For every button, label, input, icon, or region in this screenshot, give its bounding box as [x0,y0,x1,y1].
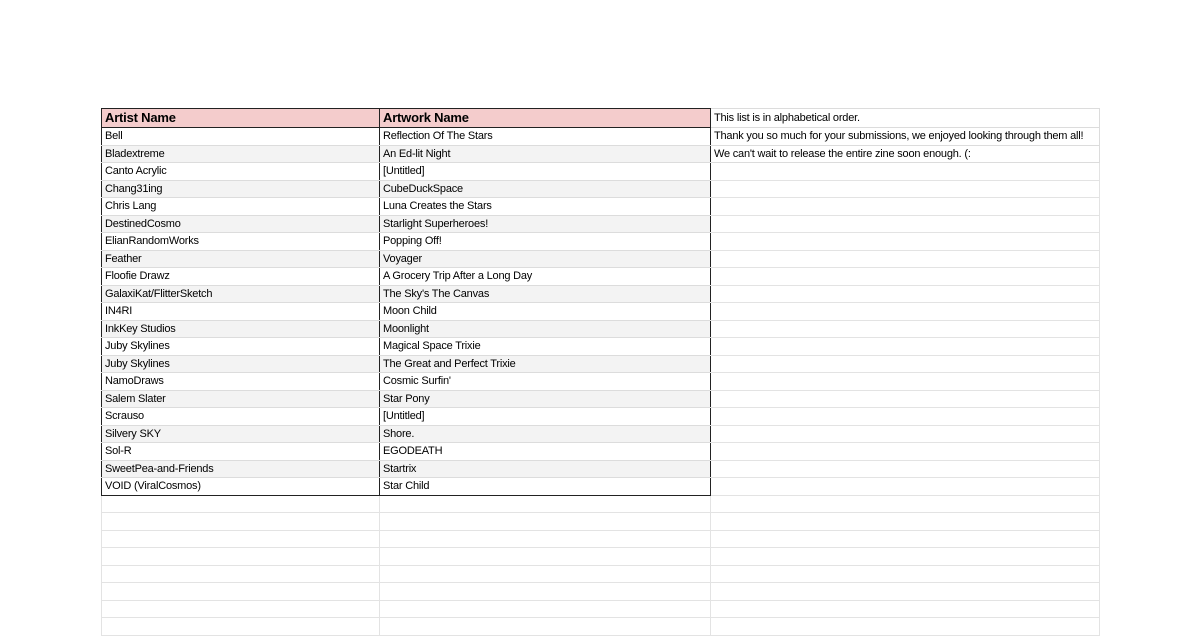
header-artist-name[interactable]: Artist Name [102,109,380,128]
empty-cell[interactable] [102,513,380,531]
artwork-name-cell[interactable]: [Untitled] [380,408,711,426]
empty-cell[interactable] [711,355,1100,373]
artwork-name-cell[interactable]: CubeDuckSpace [380,180,711,198]
empty-cell[interactable] [380,600,711,618]
artist-name-cell[interactable]: Chris Lang [102,198,380,216]
empty-cell[interactable] [102,618,380,636]
artwork-name-cell[interactable]: Magical Space Trixie [380,338,711,356]
empty-cell[interactable] [102,600,380,618]
empty-cell[interactable] [711,233,1100,251]
artist-name-cell[interactable]: InkKey Studios [102,320,380,338]
empty-row [102,565,1100,583]
table-row [102,443,1100,461]
artist-name-cell[interactable]: NamoDraws [102,373,380,391]
empty-cell[interactable] [380,565,711,583]
empty-cell[interactable] [380,548,711,566]
empty-cell[interactable] [380,495,711,513]
note-cell[interactable]: This list is in alphabetical order. [711,109,1100,128]
table-row [102,250,1100,268]
artwork-name-cell[interactable]: Reflection Of The Stars [380,128,711,146]
table-row [102,198,1100,216]
note-cell[interactable]: We can't wait to release the entire zine soon enough. (: [711,145,1100,163]
empty-row [102,600,1100,618]
empty-cell[interactable] [380,618,711,636]
table-row [102,425,1100,443]
artwork-name-cell[interactable]: Luna Creates the Stars [380,198,711,216]
artwork-name-cell[interactable]: Moonlight [380,320,711,338]
empty-cell[interactable] [711,180,1100,198]
artist-name-cell[interactable]: SweetPea-and-Friends [102,460,380,478]
artwork-name-cell[interactable]: Starlight Superheroes! [380,215,711,233]
table-row [102,478,1100,496]
table-row [102,320,1100,338]
table-row [102,408,1100,426]
empty-cell[interactable] [711,250,1100,268]
artist-name-cell[interactable]: VOID (ViralCosmos) [102,478,380,496]
artwork-name-cell[interactable]: Star Child [380,478,711,496]
empty-cell[interactable] [711,198,1100,216]
spreadsheet-body [102,109,1100,636]
artwork-name-cell[interactable]: The Sky's The Canvas [380,285,711,303]
artwork-name-cell[interactable]: Cosmic Surfin' [380,373,711,391]
artwork-name-cell[interactable]: A Grocery Trip After a Long Day [380,268,711,286]
table-row [102,338,1100,356]
empty-cell[interactable] [711,390,1100,408]
artwork-name-cell[interactable]: EGODEATH [380,443,711,461]
empty-cell[interactable] [711,513,1100,531]
artist-name-cell[interactable]: GalaxiKat/FlitterSketch [102,285,380,303]
empty-cell[interactable] [711,425,1100,443]
empty-cell[interactable] [711,443,1100,461]
empty-cell[interactable] [711,618,1100,636]
table-row [102,268,1100,286]
artwork-name-cell[interactable]: The Great and Perfect Trixie [380,355,711,373]
empty-cell[interactable] [102,565,380,583]
note-cell[interactable]: Thank you so much for your submissions, we enjoyed looking through them all! [711,128,1100,146]
header-artwork-name[interactable]: Artwork Name [380,109,711,128]
artist-name-cell[interactable]: Bladextreme [102,145,380,163]
table-row [102,145,1100,163]
table-row [102,390,1100,408]
empty-cell[interactable] [102,495,380,513]
empty-cell[interactable] [711,215,1100,233]
empty-row [102,513,1100,531]
empty-row [102,495,1100,513]
empty-cell[interactable] [711,338,1100,356]
table-row [102,163,1100,181]
empty-cell[interactable] [711,373,1100,391]
artist-name-cell[interactable]: Chang31ing [102,180,380,198]
empty-cell[interactable] [711,600,1100,618]
artist-name-cell[interactable]: Bell [102,128,380,146]
empty-cell[interactable] [711,495,1100,513]
artwork-name-cell[interactable]: Startrix [380,460,711,478]
artist-name-cell[interactable]: Sol-R [102,443,380,461]
table-row [102,233,1100,251]
artwork-name-cell[interactable]: Popping Off! [380,233,711,251]
artwork-name-cell[interactable]: Shore. [380,425,711,443]
empty-cell[interactable] [102,548,380,566]
table-row [102,180,1100,198]
artist-name-cell[interactable]: ElianRandomWorks [102,233,380,251]
artist-name-cell[interactable]: Feather [102,250,380,268]
artwork-name-cell[interactable]: Star Pony [380,390,711,408]
empty-cell[interactable] [711,460,1100,478]
table-row [102,128,1100,146]
empty-row [102,618,1100,636]
table-row [102,355,1100,373]
artwork-name-cell[interactable]: Voyager [380,250,711,268]
empty-cell[interactable] [102,583,380,601]
empty-cell[interactable] [711,303,1100,321]
artwork-name-cell[interactable]: An Ed-lit Night [380,145,711,163]
empty-cell[interactable] [711,548,1100,566]
artist-name-cell[interactable]: Juby Skylines [102,355,380,373]
artist-name-cell[interactable]: Floofie Drawz [102,268,380,286]
empty-row [102,530,1100,548]
artist-name-cell[interactable]: Salem Slater [102,390,380,408]
artwork-name-cell[interactable]: [Untitled] [380,163,711,181]
empty-cell[interactable] [711,478,1100,496]
empty-cell[interactable] [380,583,711,601]
empty-cell[interactable] [102,530,380,548]
artist-name-cell[interactable]: Scrauso [102,408,380,426]
table-row [102,215,1100,233]
empty-cell[interactable] [711,268,1100,286]
table-row [102,303,1100,321]
table-row [102,285,1100,303]
artist-name-cell[interactable]: IN4RI [102,303,380,321]
empty-cell[interactable] [380,513,711,531]
empty-cell[interactable] [711,530,1100,548]
table-row [102,460,1100,478]
artist-name-cell[interactable]: Silvery SKY [102,425,380,443]
artist-name-cell[interactable]: Canto Acrylic [102,163,380,181]
empty-row [102,548,1100,566]
artist-name-cell[interactable]: DestinedCosmo [102,215,380,233]
spreadsheet-grid [101,108,1100,636]
empty-cell[interactable] [711,163,1100,181]
header-row [102,109,1100,128]
empty-cell[interactable] [711,565,1100,583]
empty-cell[interactable] [711,583,1100,601]
empty-row [102,583,1100,601]
empty-cell[interactable] [380,530,711,548]
empty-cell[interactable] [711,408,1100,426]
artist-name-cell[interactable]: Juby Skylines [102,338,380,356]
artwork-name-cell[interactable]: Moon Child [380,303,711,321]
table-row [102,373,1100,391]
empty-cell[interactable] [711,320,1100,338]
empty-cell[interactable] [711,285,1100,303]
